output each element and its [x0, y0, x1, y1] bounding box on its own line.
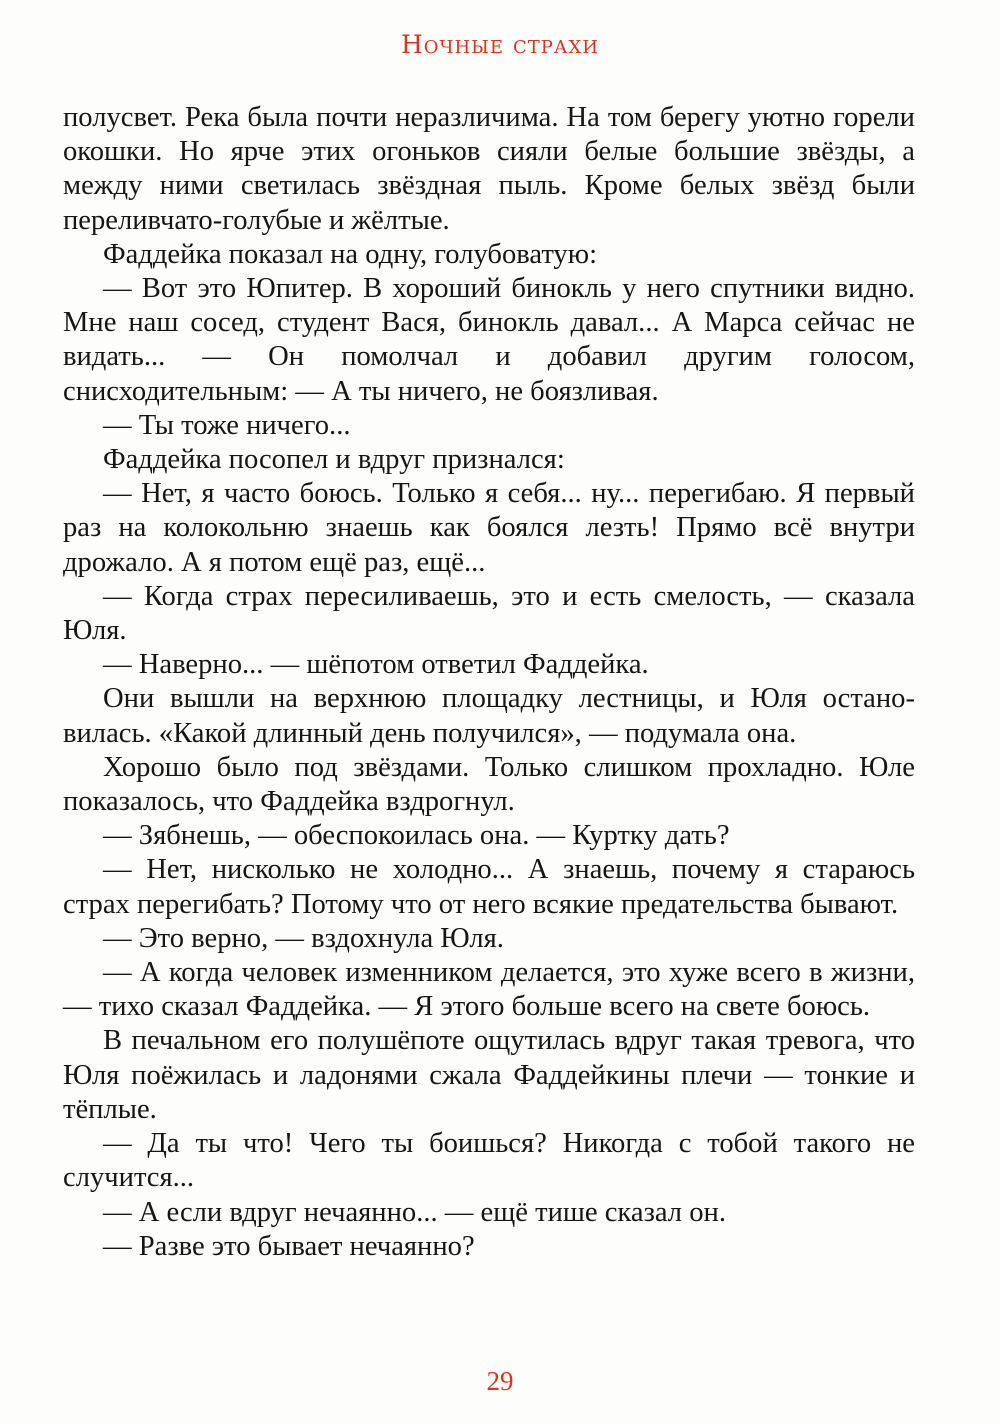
paragraph: — Ты тоже ничего...	[103, 409, 351, 441]
paragraph: Фаддейка показал на одну, голубоватую:	[103, 238, 598, 270]
paragraph: Они вышли на верхнюю площадку лестницы, и Юля остановилась. «Какой длинный день получился», — подумала она.	[63, 683, 915, 749]
paragraph: Хорошо было под звёздами. Только слишком прохладно. Юле показалось, что Фаддейка вздрогнул.	[63, 751, 915, 818]
paragraph: — Когда страх пересиливаешь, это и есть смелость, — сказала Юля.	[63, 580, 915, 647]
paragraph: — Вот это Юпитер. В хороший бинокль у него спутники видно. Мне наш сосед, студент Вася, бинокль давал... А Марса сейчас не видать... — Он помолчал и добавил другим голосом, снисходительным: — А ты ничего, не боязливая.	[63, 273, 915, 407]
paragraph: — Наверно... — шёпотом ответил Фаддейка.	[103, 649, 649, 681]
paragraph: — Да ты что! Чего ты боишься? Никогда с тобой такого не случится...	[63, 1128, 915, 1194]
running-title: Ночные страхи	[401, 30, 599, 59]
paragraph: — А когда человек изменником делается, это хуже всего в жизни, — тихо сказал Фаддейка. — Я этого больше всего на свете боюсь.	[63, 957, 915, 1023]
paragraph: — Разве это бывает нечаянно?	[103, 1230, 475, 1262]
body-text	[63, 101, 915, 1264]
paragraph: Фаддейка посопел и вдруг признался:	[103, 444, 565, 476]
paragraph: — Нет, я часто боюсь. Только я себя... ну... перегибаю. Я первый раз на колокольню знаешь как боялся лезть! Прямо всё внутри дрожало. А я потом ещё раз, ещё...	[63, 478, 915, 578]
paragraph: В печальном его полушёпоте ощутилась вдруг такая тревога, что Юля поёжилась и ладонями сжала Фаддейкины плечи — тонкие и тёплые.	[63, 1025, 915, 1125]
page-number: 29	[486, 1366, 514, 1396]
paragraph: — А если вдруг нечаянно... — ещё тише сказал он.	[103, 1196, 726, 1228]
paragraph: — Нет, нисколько не холодно... А знаешь, почему я стараюсь страх перегибать? Потому что от него всякие предательства бывают.	[63, 854, 915, 920]
paragraph: — Зябнешь, — обеспокоилась она. — Куртку дать?	[103, 820, 730, 852]
paragraph: полусвет. Река была почти неразличима. На том берегу уютно горели окошки. Но ярче этих огоньков сияли белые большие звёзды, а между ними светилась звёздная пыль. Кроме белых звёзд были переливчато-голубые и жёлтые.	[63, 102, 915, 236]
paragraph: — Это верно, — вздохнула Юля.	[103, 922, 504, 954]
